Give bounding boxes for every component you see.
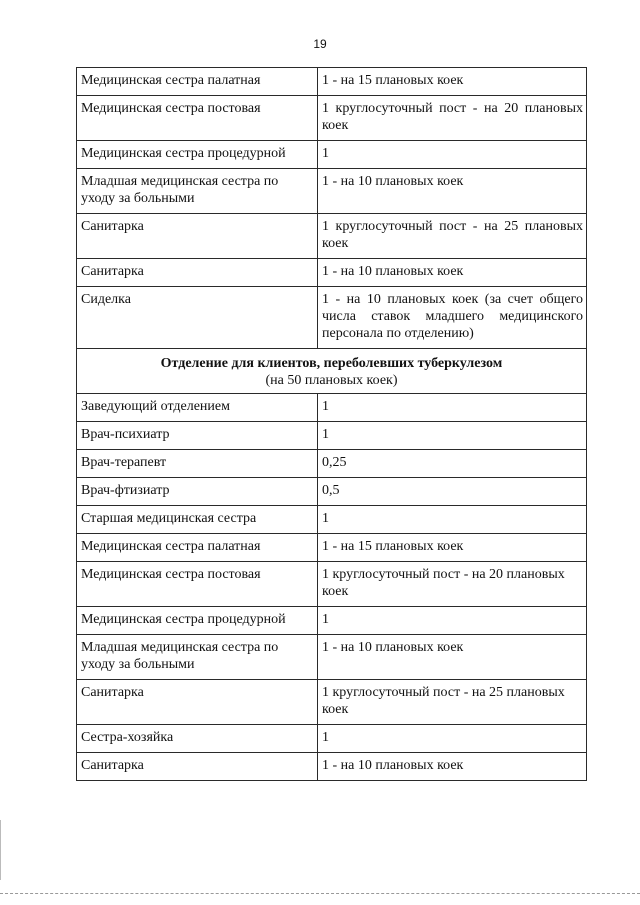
position-cell: Сестра-хозяйка <box>77 725 318 753</box>
norm-cell: 1 <box>318 506 587 534</box>
scan-bottom-edge <box>0 893 640 895</box>
position-cell: Медицинская сестра постовая <box>77 96 318 141</box>
norm-cell: 1 круглосуточный пост - на 20 плановых коек <box>318 96 587 141</box>
position-cell: Врач-психиатр <box>77 422 318 450</box>
position-cell: Младшая медицинская сестра по уходу за больными <box>77 169 318 214</box>
staffing-table <box>76 67 587 781</box>
norm-cell: 1 круглосуточный пост - на 20 плановых коек <box>318 562 587 607</box>
position-cell: Санитарка <box>77 753 318 781</box>
position-cell: Старшая медицинская сестра <box>77 506 318 534</box>
norm-cell: 1 - на 10 плановых коек <box>318 169 587 214</box>
table-row <box>77 141 587 169</box>
position-cell: Санитарка <box>77 680 318 725</box>
norm-cell: 1 <box>318 725 587 753</box>
norm-cell: 1 - на 15 плановых коек <box>318 68 587 96</box>
section-header-cell <box>77 349 587 394</box>
position-cell: Младшая медицинская сестра по уходу за больными <box>77 635 318 680</box>
position-cell: Медицинская сестра постовая <box>77 562 318 607</box>
position-cell: Медицинская сестра процедурной <box>77 607 318 635</box>
norm-cell: 0,25 <box>318 450 587 478</box>
norm-cell: 1 <box>318 141 587 169</box>
table-row <box>77 562 587 607</box>
position-cell: Санитарка <box>77 214 318 259</box>
position-cell: Медицинская сестра процедурной <box>77 141 318 169</box>
table-row <box>77 259 587 287</box>
table-row <box>77 287 587 349</box>
norm-cell: 1 <box>318 422 587 450</box>
table-row <box>77 478 587 506</box>
position-cell: Врач-фтизиатр <box>77 478 318 506</box>
norm-cell: 1 - на 15 плановых коек <box>318 534 587 562</box>
table-row <box>77 753 587 781</box>
table-row <box>77 607 587 635</box>
position-cell: Заведующий отделением <box>77 394 318 422</box>
section-subtitle: (на 50 плановых коек) <box>265 373 398 388</box>
position-cell: Сиделка <box>77 287 318 349</box>
norm-cell: 1 - на 10 плановых коек <box>318 259 587 287</box>
table-row <box>77 68 587 96</box>
norm-cell: 0,5 <box>318 478 587 506</box>
table-row <box>77 506 587 534</box>
table-row <box>77 680 587 725</box>
position-cell: Врач-терапевт <box>77 450 318 478</box>
norm-cell: 1 - на 10 плановых коек <box>318 635 587 680</box>
table-row <box>77 534 587 562</box>
staffing-table-section-rows <box>77 394 587 781</box>
table-row <box>77 394 587 422</box>
norm-cell: 1 - на 10 плановых коек <box>318 753 587 781</box>
position-cell: Медицинская сестра палатная <box>77 534 318 562</box>
table-row <box>77 96 587 141</box>
section-title: Отделение для клиентов, переболевших туберкулезом <box>160 356 503 371</box>
staffing-table-section-header-group <box>77 349 587 394</box>
staffing-table-top-section <box>77 68 587 349</box>
table-row <box>77 214 587 259</box>
norm-cell: 1 <box>318 394 587 422</box>
scan-margin-mark <box>0 820 4 880</box>
position-cell: Медицинская сестра палатная <box>77 68 318 96</box>
table-row <box>77 635 587 680</box>
table-row <box>77 169 587 214</box>
norm-cell: 1 круглосуточный пост - на 25 плановых коек <box>318 214 587 259</box>
table-row <box>77 725 587 753</box>
table-row <box>77 422 587 450</box>
norm-cell: 1 <box>318 607 587 635</box>
norm-cell: 1 - на 10 плановых коек (за счет общего числа ставок младшего медицинского персонала по отделению) <box>318 287 587 349</box>
section-header-row <box>77 349 587 394</box>
position-cell: Санитарка <box>77 259 318 287</box>
page-number: 19 <box>313 37 327 51</box>
norm-cell: 1 круглосуточный пост - на 25 плановых коек <box>318 680 587 725</box>
table-row <box>77 450 587 478</box>
